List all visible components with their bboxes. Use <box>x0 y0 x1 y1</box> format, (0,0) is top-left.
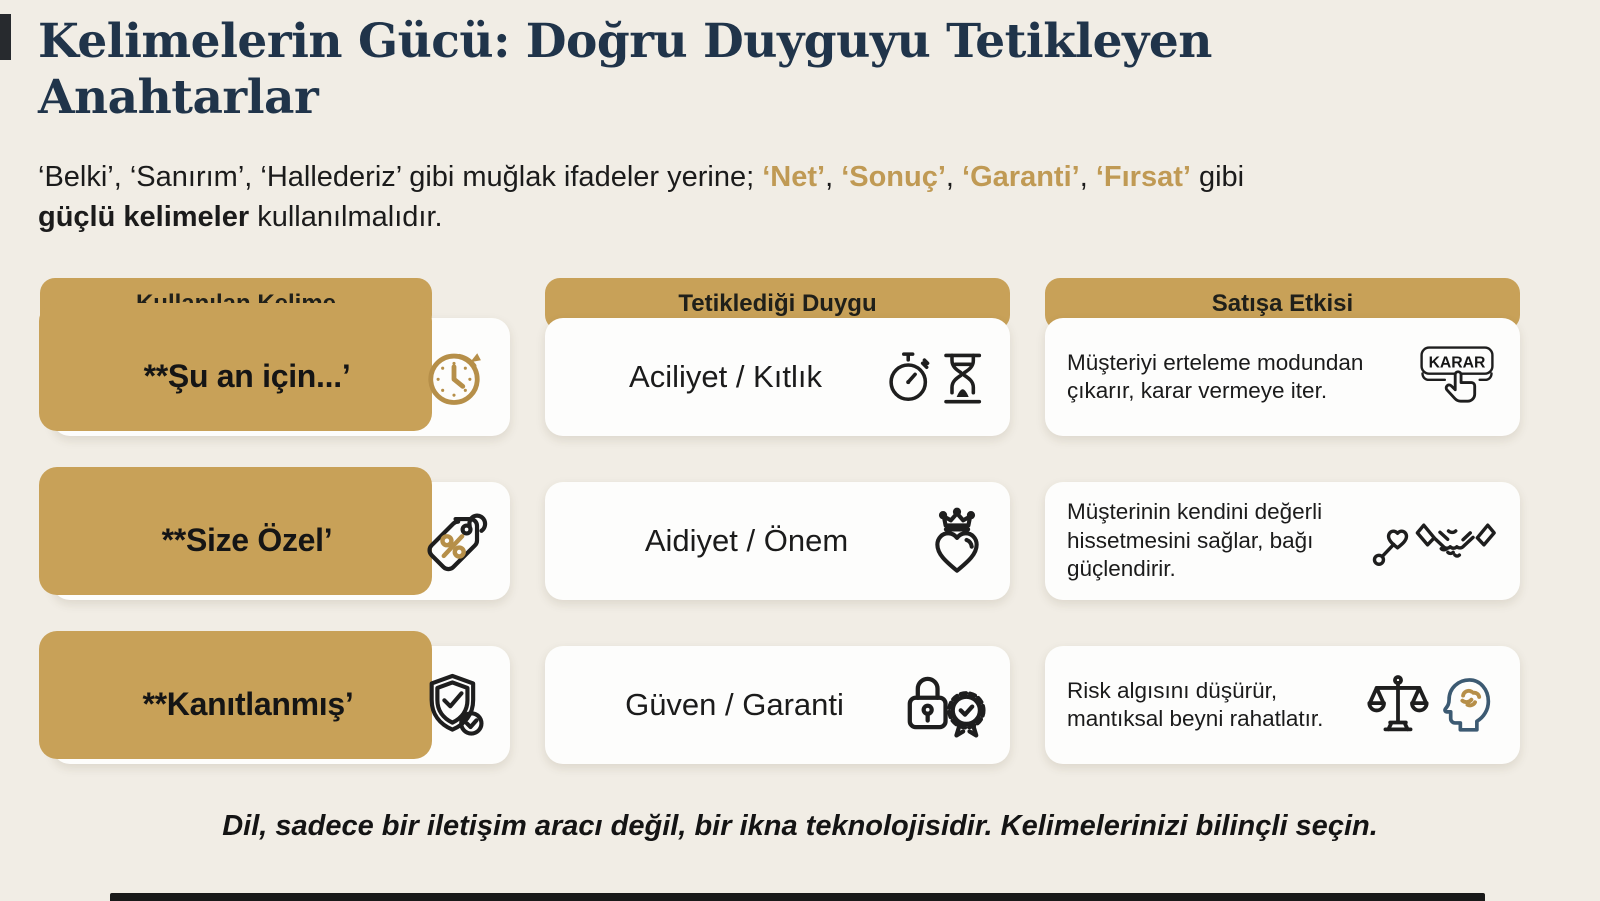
discount-tag-icon <box>420 507 488 575</box>
intro-paragraph <box>38 157 1562 238</box>
emotion-card-row2 <box>545 482 1010 600</box>
column-effect <box>1045 278 1520 764</box>
intro-tail: gibi <box>1190 160 1245 193</box>
footer-quote: Dil, sadece bir iletişim aracı değil, bir ikna teknolojisidir. Kelimelerinizi bilinçli seçin. <box>222 809 1378 842</box>
highlight-word-garanti: ‘Garanti’ <box>962 160 1080 193</box>
word-card-row2 <box>52 482 510 600</box>
separator: , <box>945 160 963 193</box>
stopwatch-hourglass-icon <box>884 347 988 407</box>
effect-label: Risk algısını düşürür, mantıksal beyni rahatlatır. <box>1067 677 1324 731</box>
effect-card-row3 <box>1045 646 1520 764</box>
intro-line1 <box>38 157 1562 198</box>
word-card-row1 <box>52 318 510 436</box>
bottom-bar <box>110 893 1485 901</box>
intro-bold-phrase: güçlü kelimeler <box>38 201 250 234</box>
title-line2: Anahtarlar <box>38 70 319 126</box>
word-card-row3 <box>52 646 510 764</box>
effect-icons <box>1366 673 1498 737</box>
separator: , <box>1079 160 1096 193</box>
word-label: **Size Özel’ <box>161 522 333 559</box>
intro-line2 <box>38 197 1562 238</box>
effect-card-row1 <box>1045 318 1520 436</box>
column-header-emotion: Tetiklediği Duygu <box>545 278 1010 330</box>
word-label: **Şu an için...’ <box>143 358 351 395</box>
effect-card-row2 <box>1045 482 1520 600</box>
decision-button-hand-icon <box>1416 344 1498 410</box>
karar-button-label: KARAR <box>1428 354 1486 372</box>
emotion-label: Aciliyet / Kıtlık <box>629 358 822 394</box>
separator: , <box>825 160 842 193</box>
scales-icon <box>1366 673 1430 737</box>
shield-check-icon <box>422 670 488 740</box>
title-line1: Kelimelerin Gücü: Doğru Duyguyu Tetikleyen <box>38 14 1212 69</box>
page-title <box>38 14 1600 127</box>
heart-key-handshake-icon <box>1370 513 1498 569</box>
intro-rest: kullanılmalıdır. <box>249 201 443 234</box>
effect-label: Müşterinin kendini değerli hissetmesini sağlar, bağı güçlendirir. <box>1067 499 1323 582</box>
comparison-table <box>40 278 1560 764</box>
lock-certificate-icon <box>902 669 988 741</box>
emotion-card-row3 <box>545 646 1010 764</box>
highlight-word-sonuc: ‘Sonuç’ <box>841 160 946 193</box>
effect-label: Müşteriyi erteleme modundan çıkarır, karar vermeye iter. <box>1067 349 1364 403</box>
emotion-label: Güven / Garanti <box>625 686 844 722</box>
highlight-word-firsat: ‘Fırsat’ <box>1095 160 1191 193</box>
column-header-effect: Satışa Etkisi <box>1045 278 1520 330</box>
emotion-card-row1 <box>545 318 1010 436</box>
emotion-label: Aidiyet / Önem <box>644 522 849 558</box>
crowned-heart-icon <box>926 506 988 576</box>
highlight-word-net: ‘Net’ <box>762 160 826 193</box>
edge-artifact <box>0 14 11 60</box>
column-used-word <box>40 278 510 764</box>
clock-history-icon <box>420 343 488 411</box>
column-emotion <box>545 278 1010 764</box>
word-label: **Kanıtlanmış’ <box>142 686 354 723</box>
intro-plain: ‘Belki’, ‘Sanırım’, ‘Hallederiz’ gibi muğlak ifadeler yerine; <box>38 160 763 193</box>
infographic <box>0 14 1600 901</box>
brain-head-icon <box>1436 673 1498 737</box>
